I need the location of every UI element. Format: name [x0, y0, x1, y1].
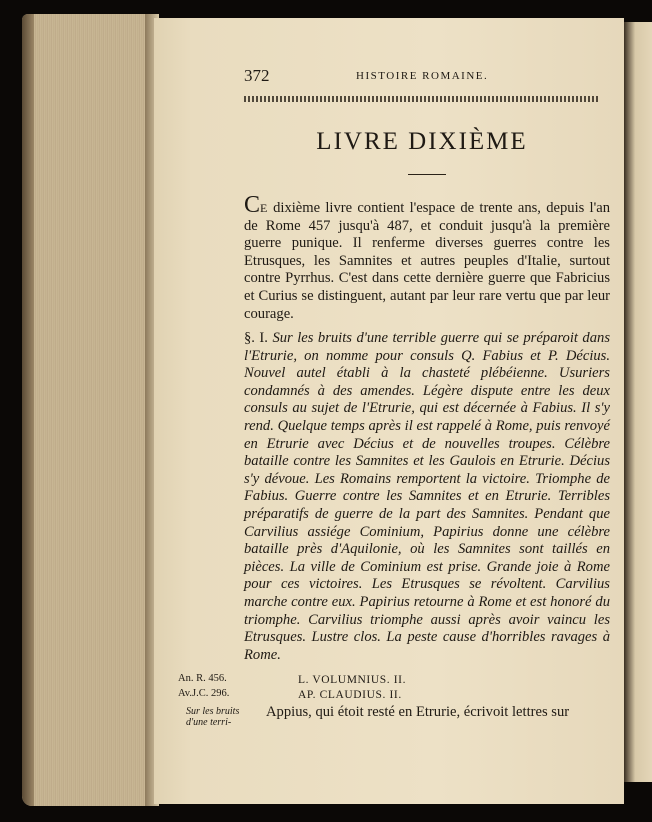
- small-caps-letter: E: [260, 201, 268, 215]
- chapter-title: LIVRE DIXIÈME: [316, 128, 528, 155]
- margin-date-note: [178, 671, 229, 701]
- book-page-edges: [22, 14, 152, 806]
- page-number: 372: [244, 66, 270, 85]
- consul-line-2: AP. CLAUDIUS. II.: [298, 689, 402, 701]
- section-mark: §. I.: [244, 330, 268, 346]
- margin-year-bc: Av.J.C. 296.: [178, 688, 230, 699]
- chapter-summary: [244, 330, 610, 664]
- title-rule: [408, 174, 446, 175]
- drop-cap: C: [244, 192, 261, 218]
- margin-topic-note: [186, 706, 239, 728]
- ornamental-rule: [244, 96, 600, 102]
- facing-page-edge: [624, 22, 652, 782]
- running-title: HISTOIRE ROMAINE.: [356, 70, 489, 82]
- margin-topic-line-2: d'une terri-: [186, 717, 232, 728]
- intro-paragraph: [244, 192, 610, 323]
- margin-topic-line-1: Sur les bruits: [186, 706, 240, 717]
- margin-year-rome: An. R. 456.: [178, 673, 227, 684]
- summary-text: Sur les bruits d'une terrible guerre qui se préparoit dans l'Etrurie, on nomme pour consuls Q. Fabius et P. Décius. Nouvel autel établi à la chasteté plébéienne. Usuriers condamnés à des amendes. Légère dispute entre les deux consuls au sujet de l'Etrurie, qui est décernée à Fabius. Il s'y rend. Quelque temps après il est rappelé à Rome, puis renvoyé en Etrurie avec Décius et de nouvelles troupes. Célèbre bataille contre les Samnites et les Gaulois en Etrurie. Décius s'y dévoue. Les Romains remportent la victoire. Triomphe de Fabius. Guerre contre les Samnites et en Etrurie. Terribles préparatifs de guerre de la part des Samnites. Pendant que Carvilius assiége Cominium, Papirius donne une célèbre bataille près d'Aquilonie, où les Samnites sont taillés en pièces. La ville de Cominium est prise. Grande joie à Rome pour ces victoires. Les Etrusques se révoltent. Carvilius marche contre eux. Papirius retourne à Rome et est honoré du triomphe. Carvilius triomphe aussi après avoir vaincu les Etrusques. Lustre clos. La peste cause d'horribles ravages à Rome.: [244, 330, 611, 663]
- body-text-line: Appius, qui étoit resté en Etrurie, écrivoit lettres sur: [266, 704, 570, 720]
- consul-line-1: L. VOLUMNIUS. II.: [298, 674, 407, 686]
- intro-text: dixième livre contient l'espace de trente ans, depuis l'an de Rome 457 jusqu'à 487, et conduit jusqu'à la première guerre punique. Il renferme diverses guerres contre les Etrusques, les Samnites et autres peuples d'Italie, surtout contre Pyrrhus. C'est dans cette dernière guerre que Fabricius et Curius se distinguent, autant par leur rare vertu que par leur courage.: [244, 200, 610, 322]
